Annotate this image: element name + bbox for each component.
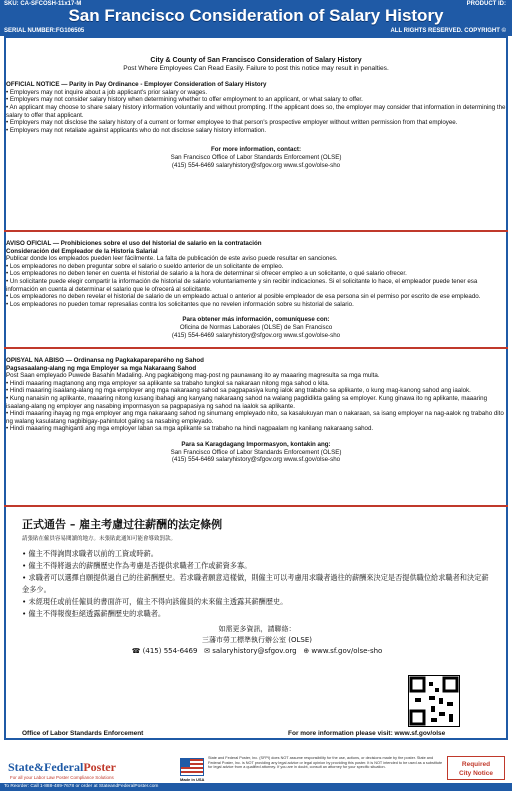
brand-tagline: For all your Labor Law Poster Compliance Solutions xyxy=(10,775,114,780)
brand-logo: State&FederalPoster xyxy=(8,760,116,774)
chinese-email: salaryhistory@sfgov.org xyxy=(212,647,297,655)
filipino-list xyxy=(6,380,506,433)
footer-office: Office of Labor Standards Enforcement xyxy=(22,730,144,737)
filipino-notice: OPISYAL NA ABISO — Ordinansa ng Pagkakapareparého ng Sahod xyxy=(6,357,204,364)
list-item: • Los empleadores no deben tener en cuenta el historial de salario a la hora de determinar si ofrecer empleo a un solicitante, o qué salario ofrecer. xyxy=(6,270,506,278)
phone-icon: ☎ xyxy=(131,647,141,655)
spanish-post-note: Publicar donde los empleados pueden leer fácilmente. La falta de publicación de este aviso puede resultar en sanciones. xyxy=(6,255,338,263)
chinese-post-note: 請張貼在僱員容易閱讀的地方。未張貼此通知可能會導致罰款。 xyxy=(22,536,177,542)
copyright-label: ALL RIGHTS RESERVED. COPYRIGHT © xyxy=(390,28,506,34)
list-item: • An applicant may choose to share salary history information voluntarily and without prompting. If the applicant does so, the employer may consider that information in determining the salary to offer that applicant. xyxy=(6,104,506,119)
list-item: • Los empleadores no pueden tomar represalias contra los solicitantes que no revelen información sobre su historial de salario. xyxy=(6,301,506,309)
list-item: • Los empleadores no deben revelar el historial de salario de un empleado actual o anterior al posible empleador de esa persona sin el permiso por escrito de ese empleado. xyxy=(6,293,506,301)
reorder-bar: To Reorder: Call 1-888-489-7678 or order at StateandFederalPoster.com xyxy=(0,783,512,791)
chinese-section xyxy=(22,516,492,657)
spanish-list xyxy=(6,263,506,309)
filipino-subtitle: Pagsasaalang-alang ng mga Employer sa mga Nakaraang Sahod xyxy=(6,364,197,372)
list-item: • Hindi maaaring ihayag ng mga employer ang mga nakaraang sahod ng sinumang empleyado nito, sa kasalukuyan man o nakaraan, sa isang employer na nag-aalok ng trabaho dito ng walang kasulatang nagbibigay-pahintulot galing sa nasabing empleyado. xyxy=(6,410,506,425)
english-post-note: Post Where Employees Can Read Easily. Failure to post this notice may result in penalties. xyxy=(123,64,389,72)
serial-number: SERIAL NUMBER:FG106505 xyxy=(4,28,85,34)
section-divider xyxy=(4,230,508,232)
english-contact-line: (415) 554-6469 salaryhistory@sfgov.org www.sf.gov/olse-sho xyxy=(171,161,341,169)
list-item: • Hindi maaaring magtanong ang mga employer sa aplikante sa trabaho tungkol sa nakaraan nitong mga sahod o kita. xyxy=(6,380,506,388)
disclaimer: State and Federal Poster, Inc. (SFPI) does NOT assume responsibility for the use, actions, or decisions made by the poster. State and Federal Poster, Inc. is NOT providing any legal advice or legal opinion by providing this poster. It is NOT intended to be used as a substitute for legal advice from a qualified attorney. If you are in doubt, consult an attorney for your specific situation. xyxy=(208,756,443,770)
chinese-web: www.sf.gov/olse-sho xyxy=(311,647,383,655)
section-divider xyxy=(4,505,508,507)
list-item: • Los empleadores no deben preguntar sobre el salario o sueldo anterior de un solicitante de empleo. xyxy=(6,263,506,271)
list-item: • 僱主不得詢問求職者以前的工資或時薪。 xyxy=(22,548,492,560)
globe-icon: ⊕ xyxy=(303,647,310,655)
spanish-section xyxy=(6,240,506,339)
list-item: • Kung nanaisin ng aplikante, maaaring nitong kusang ibahagi ang kanyang nakaraang sahod na walang pagdidikta galing sa employer. Kung ginawa ito ng aplikante, maaaring isaalang-alang ng employer ang nasabing impormasyon sa pagpapasiya ng sahod na iaalok sa aplikante. xyxy=(6,395,506,410)
list-item: • Employers may not inquire about a job applicant's prior salary or wages. xyxy=(6,89,506,97)
spanish-notice: AVISO OFICIAL — Prohibiciones sobre el uso del historial de salario en la contratación xyxy=(6,240,262,247)
english-city-heading: City & County of San Francisco Consideration of Salary History xyxy=(150,57,362,64)
page-title: San Francisco Consideration of Salary History xyxy=(68,6,444,25)
filipino-contact-org: San Francisco Office of Labor Standards Enforcement (OLSE) xyxy=(170,448,342,456)
filipino-section xyxy=(6,357,506,464)
spanish-subtitle: Consideración del Empleador de la Historia Salarial xyxy=(6,247,158,255)
list-item: • 僱主不得將過去的薪酬歷史作為考慮是否提供求職者工作或薪資多寡。 xyxy=(22,560,492,572)
filipino-contact-title: Para sa Karagdagang Impormasyon, kontakin ang: xyxy=(181,440,331,448)
filipino-post-note: Post Saan empleyado Puwede Basahin Madaling. Ang pagkabigong mag-post ng paunawang ito ay maaaring magresulta sa mga multa. xyxy=(6,372,380,380)
chinese-title: 正式通告 – 雇主考慮过往薪酬的法定條例 xyxy=(22,518,223,531)
section-divider xyxy=(4,347,508,349)
sku-label: SKU: CA-SFCOSH-11x17-M xyxy=(4,1,82,7)
list-item: • Hindi maaaring isaalang-alang ng mga employer ang mga nakaraang sahod sa pagpapasiya kung ialok ang trabaho sa aplikante, o kung mag-kanong sahod ang iaalok. xyxy=(6,387,506,395)
spanish-contact-org: Oficina de Normas Laborales (OLSE) de San Francisco xyxy=(179,323,333,331)
spanish-contact-line: (415) 554-6469 salaryhistory@sfgov.org www.sf.gov/olse-sho xyxy=(171,331,341,339)
english-contact-title: For more information, contact: xyxy=(210,146,302,154)
chinese-phone: (415) 554-6469 xyxy=(142,647,198,655)
footer-more-info: For more information please visit: www.sf.gov/olse xyxy=(288,730,446,737)
product-id-label: PRODUCT ID: xyxy=(466,1,506,7)
required-badge: Required City Notice xyxy=(447,756,505,780)
list-item: • Hindi maaaring maghiganti ang mga employer laban sa mga aplikante sa trabaho na hindi nagpaalam ng kanilang nakaraang sahod. xyxy=(6,425,506,433)
list-item: • Employers may not disclose the salary history of a current or former employee to that person's prospective employer without written permission from that employee. xyxy=(6,119,506,127)
chinese-list xyxy=(22,548,492,620)
made-in-usa: Made in USA xyxy=(180,777,205,782)
english-notice: OFFICIAL NOTICE — Parity in Pay Ordinance - Employer Consideration of Salary History xyxy=(6,81,267,89)
english-section xyxy=(6,57,506,169)
email-icon: ✉ xyxy=(204,647,210,655)
header-bar xyxy=(0,0,512,36)
spanish-contact-title: Para obtener más información, comuníquese con: xyxy=(182,316,330,324)
chinese-contact-org: 三藩市勞工標準執行辦公室 (OLSE) xyxy=(202,636,312,644)
filipino-contact-line: (415) 554-6469 salaryhistory@sfgov.org www.sf.gov/olse-sho xyxy=(171,456,341,464)
list-item: • 求職者可以選擇自願提供過自己的往薪酬歷史。若求職者願意這樣做，則僱主可以考慮用求職者過往的薪酬來決定是否提供職位給求職者和決定薪金多少。 xyxy=(22,572,492,596)
list-item: • Employers may not retaliate against applicants who do not disclose salary history information. xyxy=(6,127,506,135)
list-item: • 僱主不得報復拒絕透露薪酬歷史的求職者。 xyxy=(22,608,492,620)
list-item: • 未經現任或前任僱員的書面許可，僱主不得向該僱員的未來僱主透露其薪酬歷史。 xyxy=(22,596,492,608)
list-item: • Employers may not consider salary history when determining whether to offer employment to an applicant, or what salary to offer. xyxy=(6,96,506,104)
list-item: • Un solicitante puede elegir compartir la información de historial de salario voluntariamente y sin recibir indicaciones. Si el solicitante lo hace, el empleador puede tener esa información en cuenta al determinar el salario que le ofrecerá al solicitante. xyxy=(6,278,506,293)
english-list xyxy=(6,89,506,135)
us-flag-icon xyxy=(180,758,204,776)
chinese-contact-title: 如需更多資訊，請聯絡： xyxy=(218,625,296,633)
english-contact-org: San Francisco Office of Labor Standards Enforcement (OLSE) xyxy=(170,153,342,161)
qr-code-icon xyxy=(408,675,460,727)
